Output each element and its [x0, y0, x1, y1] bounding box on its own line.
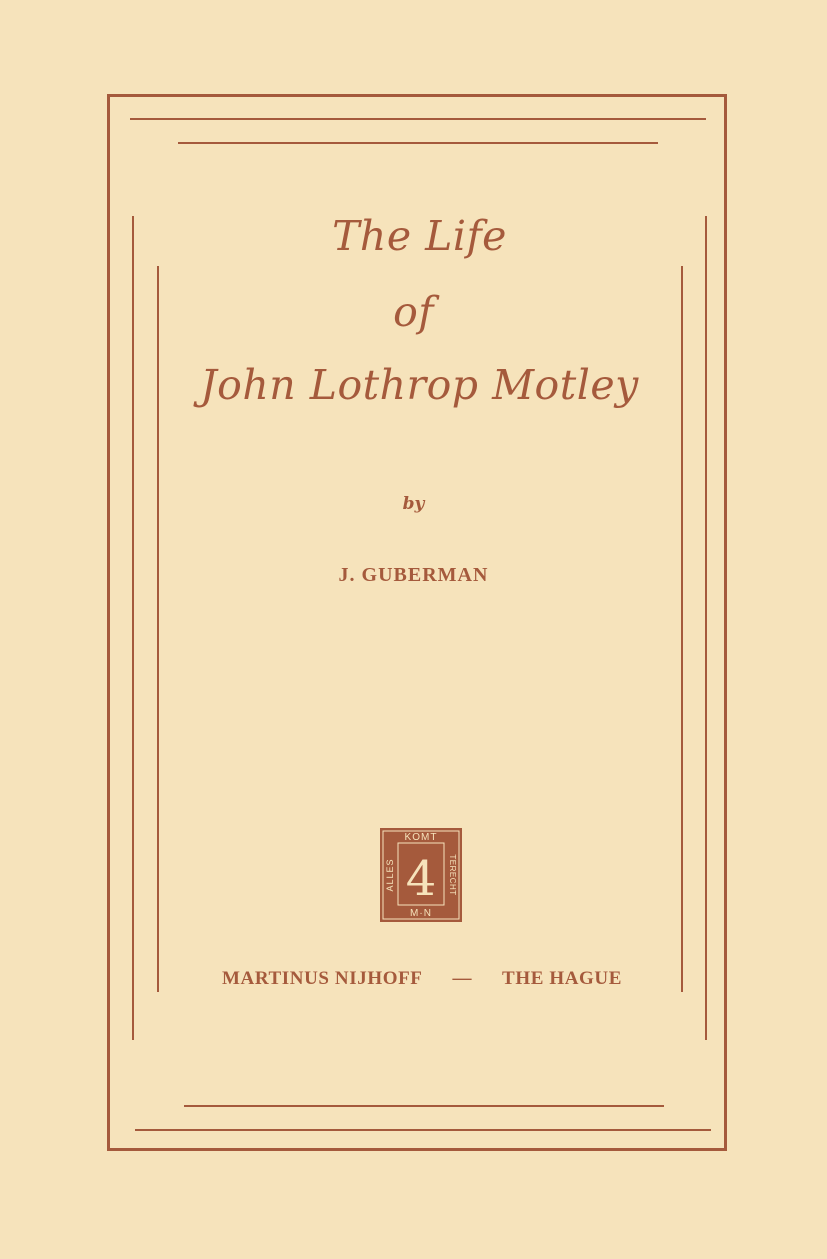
bottom-rule-inner — [184, 1105, 664, 1107]
seal-left-text: ALLES — [385, 858, 395, 892]
by-label: by — [402, 494, 425, 514]
title-line-1: The Life — [332, 212, 507, 260]
top-rule-outer — [130, 118, 706, 120]
seal-right-text: TERECHT — [448, 854, 457, 896]
seal-bottom-text: M·N — [410, 908, 432, 919]
seal-top-text: KOMT — [404, 832, 438, 843]
publisher-name: MARTINUS NIJHOFF — [222, 968, 423, 989]
publisher-seal-icon — [380, 828, 462, 922]
right-rule-outer — [705, 216, 707, 1040]
seal-center-text: 4 — [405, 851, 437, 907]
publisher-dash: — — [452, 968, 473, 989]
title-line-3: John Lothrop Motley — [200, 361, 639, 409]
publisher-place: THE HAGUE — [502, 968, 622, 989]
author-name: J. GUBERMAN — [338, 564, 489, 586]
left-rule-outer — [132, 216, 134, 1040]
top-rule-inner — [178, 142, 658, 144]
title-line-2: of — [393, 288, 434, 336]
bottom-rule-outer — [135, 1129, 711, 1131]
publisher-line — [222, 968, 622, 990]
